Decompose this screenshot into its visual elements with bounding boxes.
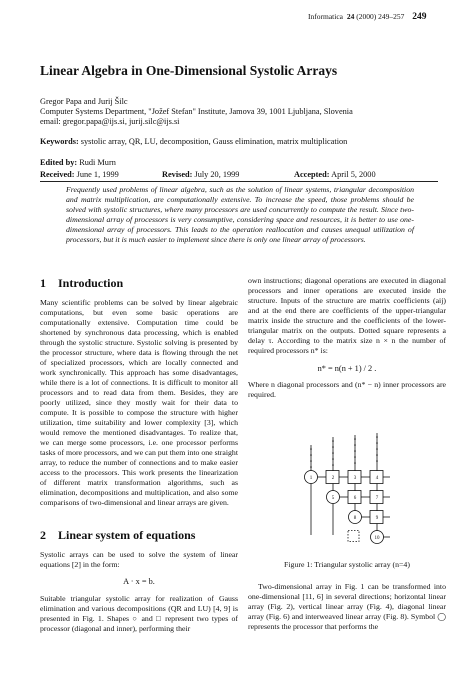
left-column (40, 276, 238, 508)
node-label: 5 (331, 496, 335, 501)
section-2-equation: A · x = b. (123, 577, 155, 586)
section-2-heading (40, 528, 238, 542)
editor-name: Rudi Murn (79, 158, 116, 167)
node-label: 9 (375, 516, 379, 521)
page-number: 249 (412, 12, 427, 22)
right-column (248, 276, 446, 400)
running-header (308, 12, 426, 22)
received-date: Received: June 1, 1999 (40, 170, 119, 179)
node-label: 10 (374, 536, 380, 541)
editor (40, 158, 116, 169)
journal-issue-pages: (2000) 249–257 (356, 12, 405, 21)
node-label: 2 (331, 476, 335, 481)
right-paragraph-2: Where n diagonal processors and (n* − n) inner processors are required. (248, 380, 446, 399)
section-2-paragraph-1: Systolic arrays can be used to solve the system of linear equations [2] in the form: (40, 550, 238, 569)
section-1-paragraph: Many scientific problems can be solved by linear algebraic computations, but even some basic operations are computationally extensive. Computation time could be shortened by synchronous data processing, which is enabled through the systolic structure. Systolic solving is presented by the processor structure, where data is flowing through the net of specialized processors, which are locally connected and work synchronically. This approach has some disadvantages, while there is a lot of connections. It is difficult to monitor all processors and to read data from them. Besides, they are poorly utilized, since they mostly wait for their data to compute. It is possible to compose the structure with higher utilization, time suitability and lower complexity [3], which would remove the mentioned disadvantages. To realize that, we can merge some processors, i.e. one processor performs tasks of more processors, and we can put them into one straight array, to reduce the number of connections and to make easier access to the processors. This work presents the linearization of different matrix transformation algorithms, such as elimination, decompositions and multiplication, and also some comparisons of two-dimensional and linear arrays are given. (40, 298, 238, 507)
node-label: 8 (353, 516, 357, 521)
figure-1-block (248, 560, 446, 632)
figure-1-node-labels (310, 476, 380, 541)
node-label: 6 (353, 496, 357, 501)
node-label: 1 (309, 476, 313, 481)
section-2-number: 2 (40, 528, 46, 542)
section-2 (40, 528, 238, 634)
journal-volume: 24 (346, 12, 355, 21)
section-2-title: Linear system of equations (58, 528, 196, 542)
node-label: 4 (375, 476, 379, 481)
right-paragraph-1: own instructions; diagonal operations are executed in diagonal processors and inner operations are executed inside the structure. Inputs of the structure are matrix coefficients (aij) and at the end there are coefficients of the upper-triangular matrix inside the structure and the coefficients of the lower-triangular matrix on the outputs. Dotted square represents a delay τ. According to the matrix size n × n the number of required processors n* is: (248, 276, 446, 355)
paper-title: Linear Algebra in One-Dimensional Systolic Arrays (40, 63, 338, 78)
right-paragraph-3: Two-dimensional array in Fig. 1 can be transformed into one-dimensional [11, 6] in several directions; horizontal linear array (Fig. 2), vertical linear array (Fig. 4), diagonal linear array (Fig. 6) and interweaved linear array (Fig. 8). Symbol ◯ represents the processor that performs the (248, 582, 446, 631)
keywords-text: systolic array, QR, LU, decomposition, Gauss elimination, matrix multiplication (80, 137, 348, 146)
processor-count-equation: n* = n(n + 1) / 2 . (317, 364, 377, 373)
affiliation: Computer Systems Department, "Jožef Stefan" Institute, Jamova 39, 1001 Ljubljana, Slovenia (40, 107, 353, 116)
revised-date: Revised: July 20, 1999 (162, 170, 240, 179)
figure-1-triangular-array (286, 425, 406, 551)
journal-name: Informatica (308, 12, 343, 21)
section-1-heading (40, 276, 238, 290)
node-label: 3 (353, 476, 357, 481)
email: email: gregor.papa@ijs.si, jurij.silc@ijs.si (40, 117, 180, 126)
header-rule (40, 181, 438, 182)
section-2-paragraph-2: Suitable triangular systolic array for realization of Gauss elimination and various decompositions (QR and LU) [4, 9] is presented in Fig. 1. Shapes ○ and □ represent two types of processor (diagonal and inner), performing their (40, 594, 238, 633)
editor-label: Edited by: (40, 158, 78, 167)
keywords-label: Keywords: (40, 137, 79, 146)
keywords (40, 137, 347, 148)
section-1-title: Introduction (58, 276, 124, 290)
node-label: 7 (375, 496, 379, 501)
authors: Gregor Papa and Jurij Šilc (40, 97, 128, 106)
figure-1-caption: Figure 1: Triangular systolic array (n=4) (284, 560, 410, 569)
abstract: Frequently used problems of linear algebra, such as the solution of linear systems, triangular decomposition and matrix multiplication, are computationally extensive. To increase the speed, those problems should be solved with systolic structures, where many processors are used concurrently to compute the result. Since two-dimensional array of processors is very consumptive, considering space and resources, it is better to use one-dimensional array of processors. This leads to the operation reallocation and causes unequal utilization of processors, but it is much easier to implement since there is only one linear array of processors. (66, 185, 414, 244)
accepted-date: Accepted: April 5, 2000 (294, 170, 376, 179)
section-1-number: 1 (40, 276, 46, 290)
